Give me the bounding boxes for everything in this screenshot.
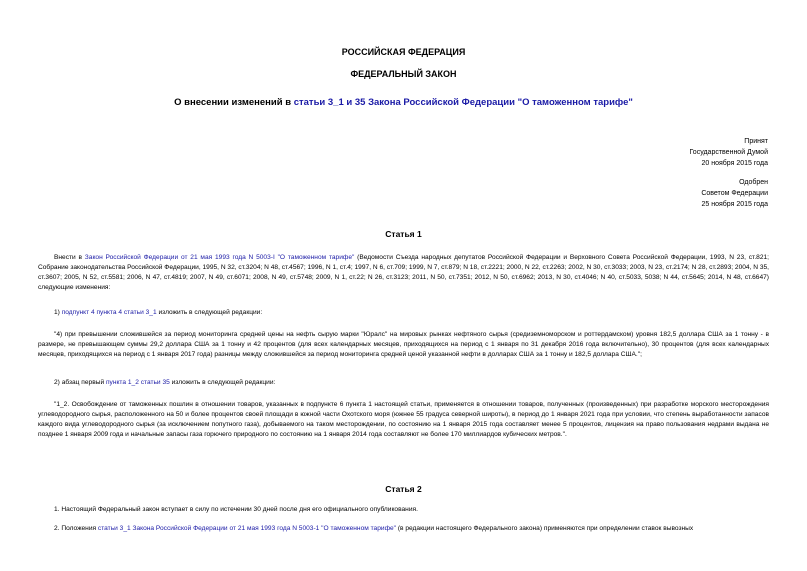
article-1-intro-paragraph [38, 253, 769, 293]
approved-label: Одобрен [739, 179, 768, 186]
adopted-date: 20 ноября 2015 года [701, 160, 768, 167]
approved-date: 25 ноября 2015 года [701, 201, 768, 208]
article-2-clause-2-paragraph [38, 524, 769, 534]
paragraph-text: изложить в следующей редакции: [169, 379, 276, 386]
title-law-link[interactable]: статьи 3_1 и 35 Закона Российской Федерации "О таможенном тарифе" [293, 97, 633, 108]
amendment-2-paragraph [38, 378, 769, 388]
paragraph-text: 2) абзац первый [54, 379, 106, 386]
adoption-block [689, 136, 768, 169]
subparagraph-4-link[interactable]: подпункт 4 пункта 4 статьи 3_1 [61, 309, 157, 316]
clause-1-2-link[interactable]: пункта 1_2 статьи 35 [105, 379, 170, 386]
amendment-1-paragraph [38, 308, 769, 318]
paragraph-text: 2. Положения [54, 525, 98, 532]
title-prefix: О внесении изменений в [174, 97, 294, 108]
law-type-heading: ФЕДЕРАЛЬНЫЙ ЗАКОН [350, 69, 457, 79]
amendment-2-text-paragraph: "1_2. Освобождение от таможенных пошлин в отношении товаров, указанных в подпункте 6 пункта 1 настоящей статьи, применяется в отношении товаров, полученных (произведенных) при разработке морского месторождения углеводородного сырья, расположенного на 50 и более процентов своей площади в южной части Охотского моря (южнее 55 градуса северной широты), в период до 1 января 2021 года при условии, что степень выработанности запасов каждого вида углеводородного сырья (за исключением попутного газа), добываемого на таком месторождении, по состоянию на 1 января 2015 года составляет менее 5 процентов, лицензия на право пользования недрами выдана не позднее 1 января 2009 года и начальные запасы газа горючего природного по состоянию на 1 января 2014 года составляют не более 170 миллиардов кубических метров.". [38, 401, 769, 438]
adopted-label: Принят [744, 138, 768, 145]
paragraph-text: 1) [54, 309, 62, 316]
article-2-heading: Статья 2 [385, 484, 422, 494]
country-heading: РОССИЙСКАЯ ФЕДЕРАЦИЯ [341, 47, 466, 57]
paragraph-text: изложить в следующей редакции: [156, 309, 263, 316]
law-5003-link[interactable]: Закон Российской Федерации от 21 мая 1993 года N 5003-I "О таможенном тарифе" [84, 254, 355, 261]
amendment-1-text-paragraph: "4) при превышении сложившейся за период мониторинга средней цены на нефть сырую марки "Юралс" на мировых рынках нефтяного сырья (средиземноморском и роттердамском) уровня 182,5 доллара США за 1 тонну - в размере, не превышающем суммы 29,2 доллара США за 1 тонну и 42 процентов (для всех календарных месяцев, приходящихся на период с 1 января по 31 декабря 2016 года включительно), 30 процентов (для всех календарных месяцев, приходящихся на период с 1 января 2017 года) разницы между сложившейся за период мониторинга средней ценой указанной нефти в долларах США за 1 тонну и 182,5 доллара США."; [38, 331, 769, 358]
paragraph-text: Внести в [54, 254, 85, 261]
article-3-1-link[interactable]: статьи 3_1 Закона Российской Федерации от 21 мая 1993 года N 5003-1 "О таможенном тарифе" [97, 525, 396, 532]
article-2-clause-1-paragraph: 1. Настоящий Федеральный закон вступает в силу по истечении 30 дней после дня его официального опубликования. [54, 506, 418, 513]
document-title [0, 97, 807, 108]
paragraph-text: (в редакции настоящего Федерального закона) применяются при определении ставок вывозных [396, 525, 694, 532]
adopted-body: Государственной Думой [689, 149, 768, 156]
paragraph-text: (Ведомости Съезда народных депутатов Российской Федерации и Верховного Совета Российской Федерации, 1993, N 23, ст.821; Собрание законодательства Российской Федерации, 1995, N 32, ст.3204; N 48, ст.4567; 1996, N 1, ст.4; 1997, N 6, ст.709; 1999, N 7, ст.879; N 18, ст.2221; 2000, N 22, ст.2263; 2002, N 30, ст.3033; 2003, N 23, ст.2174; N 28, ст.2893; 2004, N 35, ст.3607; 2005, N 52, ст.5581; 2006, N 47, ст.4819; 2007, N 49, ст.6071; 2008, N 49, ст.5748; 2009, N 1, ст.22; N 26, ст.3123; 2011, N 50, ст.7351; 2012, N 50, ст.6962; 2013, N 30, ст.4046; N 40, ст.5033, 5038; N 44, ст.5645; 2014, N 48, ст.6647) следующие изменения: [38, 254, 769, 291]
article-1-heading: Статья 1 [385, 229, 422, 239]
approved-body: Советом Федерации [701, 190, 768, 197]
approval-block [701, 177, 768, 210]
